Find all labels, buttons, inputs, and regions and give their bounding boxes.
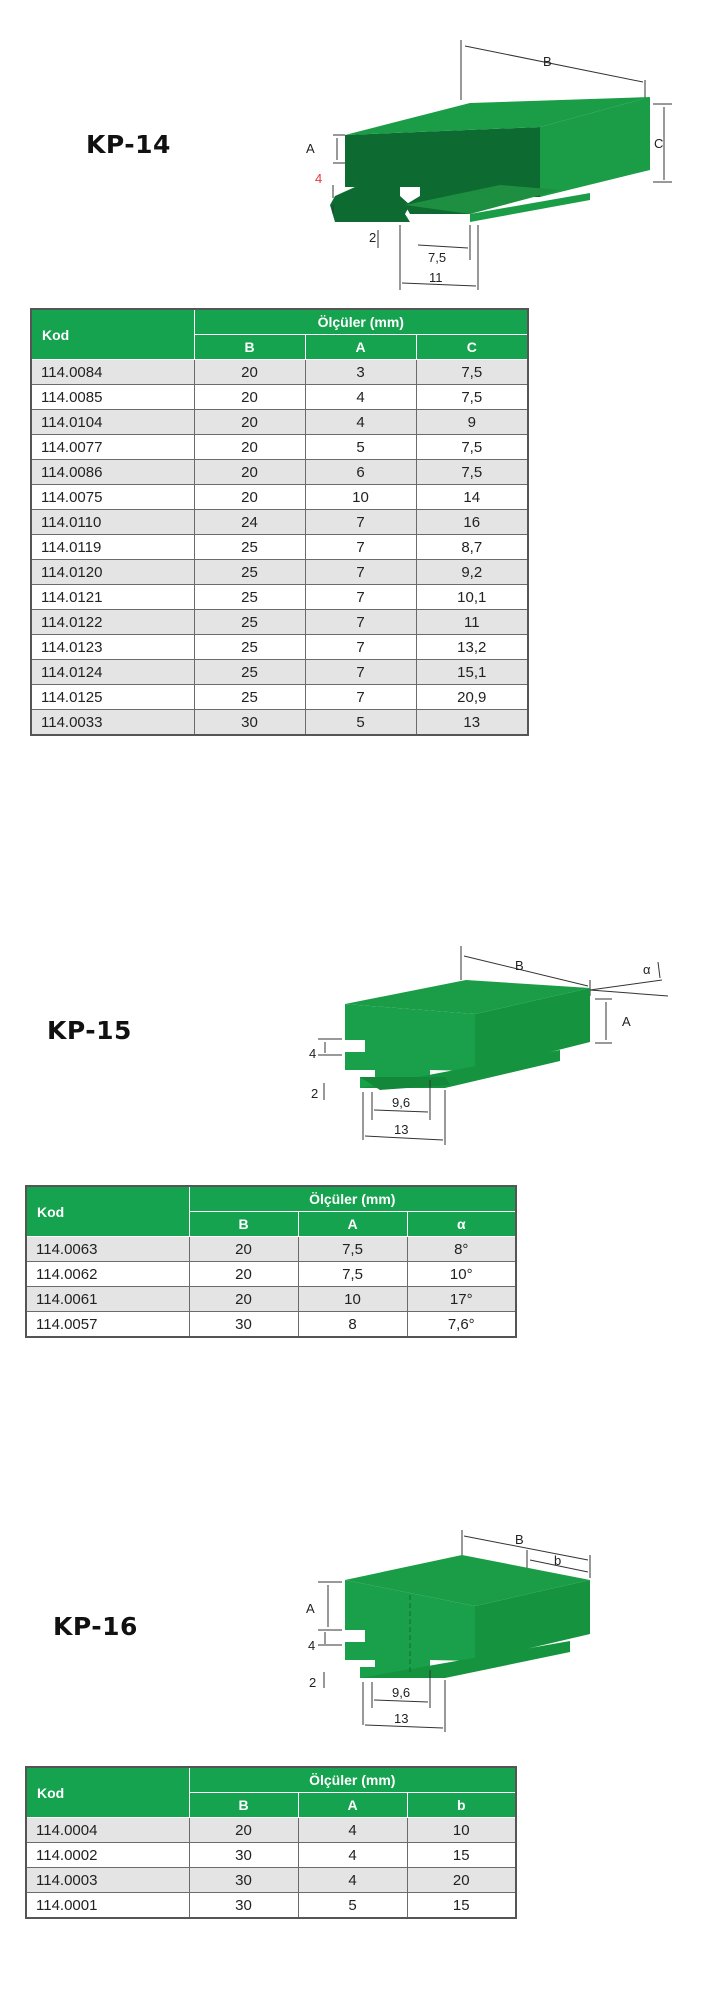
dimension-cell: 25 [194,660,305,685]
product-code-cell: 114.0085 [31,385,194,410]
kp16-dim-b-upper: B [515,1532,524,1547]
kod-header: Kod [26,1186,189,1237]
dimension-cell: 5 [305,710,416,736]
dimension-cell: 20,9 [416,685,528,710]
table-row [31,510,528,535]
dimension-cell: 17° [407,1287,516,1312]
col-header-b-small: b [407,1793,516,1818]
kp14-dim-b: B [543,54,552,69]
product-code-cell: 114.0001 [26,1893,189,1919]
dimension-cell: 9 [416,410,528,435]
product-title-kp16: KP-16 [53,1612,138,1641]
kp15-dim-2: 2 [311,1086,319,1101]
dimension-cell: 7,5 [298,1262,407,1287]
dimension-cell: 4 [305,410,416,435]
dimension-cell: 25 [194,560,305,585]
table-row [26,1312,516,1338]
table-row [26,1868,516,1893]
col-header-b: B [189,1212,298,1237]
product-code-cell: 114.0004 [26,1818,189,1843]
dimension-cell: 15 [407,1893,516,1919]
dimension-cell: 20 [194,360,305,385]
dimension-cell: 11 [416,610,528,635]
table-row [26,1843,516,1868]
dimension-cell: 4 [298,1843,407,1868]
kp15-dim-a: A [622,1014,631,1029]
kp15-dim-9-6: 9,6 [392,1095,411,1110]
dimension-cell: 7,5 [416,460,528,485]
dimension-cell: 10° [407,1262,516,1287]
kp14-dim-a: A [306,141,315,156]
dimensions-group-header: Ölçüler (mm) [194,309,528,335]
dimension-cell: 6 [305,460,416,485]
table-row [31,435,528,460]
kp16-dim-13: 13 [394,1711,409,1726]
dimension-cell: 4 [298,1868,407,1893]
dimension-cell: 9,2 [416,560,528,585]
dimension-cell: 7 [305,610,416,635]
product-code-cell: 114.0104 [31,410,194,435]
kp16-dim-2: 2 [309,1675,317,1690]
dimension-cell: 30 [189,1868,298,1893]
kp16-profile-drawing [0,1510,727,1760]
product-title-kp14: KP-14 [86,130,171,159]
product-code-cell: 114.0057 [26,1312,189,1338]
kp14-profile-drawing [0,0,727,300]
table-row [26,1262,516,1287]
dimension-cell: 5 [298,1893,407,1919]
product-code-cell: 114.0033 [31,710,194,736]
dimension-cell: 25 [194,610,305,635]
col-header-alpha: α [407,1212,516,1237]
dimension-cell: 10,1 [416,585,528,610]
dimension-cell: 20 [194,385,305,410]
dimension-cell: 20 [194,460,305,485]
kp16-dim-9-6: 9,6 [392,1685,411,1700]
dimension-cell: 7 [305,535,416,560]
col-header-a: A [298,1793,407,1818]
table-row [26,1237,516,1262]
product-title-kp15: KP-15 [47,1016,132,1045]
table-row [31,635,528,660]
kp14-spec-table [30,308,529,736]
kp15-dim-alpha: α [643,962,651,977]
dimension-cell: 20 [194,485,305,510]
dimension-cell: 7,5 [416,385,528,410]
kp16-dim-b-lower: b [554,1553,562,1568]
product-code-cell: 114.0125 [31,685,194,710]
table-row [26,1818,516,1843]
table-row [31,410,528,435]
table-row [31,485,528,510]
dimension-cell: 20 [189,1818,298,1843]
dimension-cell: 30 [189,1312,298,1338]
col-header-a: A [298,1212,407,1237]
kp14-dim-7-5: 7,5 [428,250,447,265]
dimension-cell: 15 [407,1843,516,1868]
table-row [31,585,528,610]
dimension-cell: 7 [305,510,416,535]
dimension-cell: 30 [189,1843,298,1868]
kp16-dim-a: A [306,1601,315,1616]
product-code-cell: 114.0062 [26,1262,189,1287]
dimension-cell: 25 [194,685,305,710]
dimension-cell: 8 [298,1312,407,1338]
dimensions-group-header: Ölçüler (mm) [189,1767,516,1793]
table-row [31,610,528,635]
kp16-dim-4: 4 [308,1638,316,1653]
col-header-a: A [305,335,416,360]
kod-header: Kod [31,309,194,360]
dimension-cell: 10 [298,1287,407,1312]
product-code-cell: 114.0119 [31,535,194,560]
product-code-cell: 114.0123 [31,635,194,660]
dimension-cell: 3 [305,360,416,385]
dimension-cell: 20 [189,1287,298,1312]
col-header-b: B [189,1793,298,1818]
table-row [31,460,528,485]
dimension-cell: 7 [305,585,416,610]
dimension-cell: 8° [407,1237,516,1262]
kp16-spec-table [25,1766,517,1919]
dimension-cell: 20 [194,435,305,460]
dimension-cell: 5 [305,435,416,460]
table-row [31,685,528,710]
product-code-cell: 114.0075 [31,485,194,510]
product-code-cell: 114.0124 [31,660,194,685]
kp14-dim-11: 11 [429,270,443,285]
dimension-cell: 25 [194,635,305,660]
col-header-c: C [416,335,528,360]
dimension-cell: 20 [194,410,305,435]
dimension-cell: 30 [194,710,305,736]
table-row [31,660,528,685]
dimension-cell: 4 [298,1818,407,1843]
dimensions-group-header: Ölçüler (mm) [189,1186,516,1212]
table-row [31,385,528,410]
dimension-cell: 7,5 [416,360,528,385]
kp14-dim-4: 4 [315,171,323,186]
dimension-cell: 20 [189,1262,298,1287]
dimension-cell: 7,6° [407,1312,516,1338]
dimension-cell: 7 [305,660,416,685]
dimension-cell: 8,7 [416,535,528,560]
product-code-cell: 114.0084 [31,360,194,385]
product-code-cell: 114.0061 [26,1287,189,1312]
kp14-dim-c: C [654,136,664,151]
dimension-cell: 7 [305,685,416,710]
table-row [26,1893,516,1919]
dimension-cell: 7 [305,635,416,660]
dimension-cell: 25 [194,535,305,560]
product-code-cell: 114.0110 [31,510,194,535]
table-row [31,360,528,385]
col-header-b: B [194,335,305,360]
dimension-cell: 30 [189,1893,298,1919]
product-code-cell: 114.0077 [31,435,194,460]
dimension-cell: 24 [194,510,305,535]
kp15-profile-drawing [0,940,727,1170]
table-row [26,1287,516,1312]
dimension-cell: 20 [407,1868,516,1893]
kp15-dim-b: B [515,958,524,973]
product-code-cell: 114.0063 [26,1237,189,1262]
product-code-cell: 114.0121 [31,585,194,610]
kp15-spec-table [25,1185,517,1338]
dimension-cell: 16 [416,510,528,535]
dimension-cell: 7 [305,560,416,585]
dimension-cell: 7,5 [416,435,528,460]
dimension-cell: 13,2 [416,635,528,660]
dimension-cell: 7,5 [298,1237,407,1262]
product-code-cell: 114.0003 [26,1868,189,1893]
dimension-cell: 10 [407,1818,516,1843]
dimension-cell: 14 [416,485,528,510]
table-row [31,560,528,585]
dimension-cell: 20 [189,1237,298,1262]
product-code-cell: 114.0120 [31,560,194,585]
product-code-cell: 114.0122 [31,610,194,635]
table-row [31,535,528,560]
kp14-dim-2: 2 [369,230,377,245]
dimension-cell: 15,1 [416,660,528,685]
dimension-cell: 4 [305,385,416,410]
table-row [31,710,528,736]
product-code-cell: 114.0002 [26,1843,189,1868]
product-code-cell: 114.0086 [31,460,194,485]
dimension-cell: 13 [416,710,528,736]
kp15-dim-13: 13 [394,1122,409,1137]
dimension-cell: 25 [194,585,305,610]
kod-header: Kod [26,1767,189,1818]
dimension-cell: 10 [305,485,416,510]
kp15-dim-4: 4 [309,1046,317,1061]
